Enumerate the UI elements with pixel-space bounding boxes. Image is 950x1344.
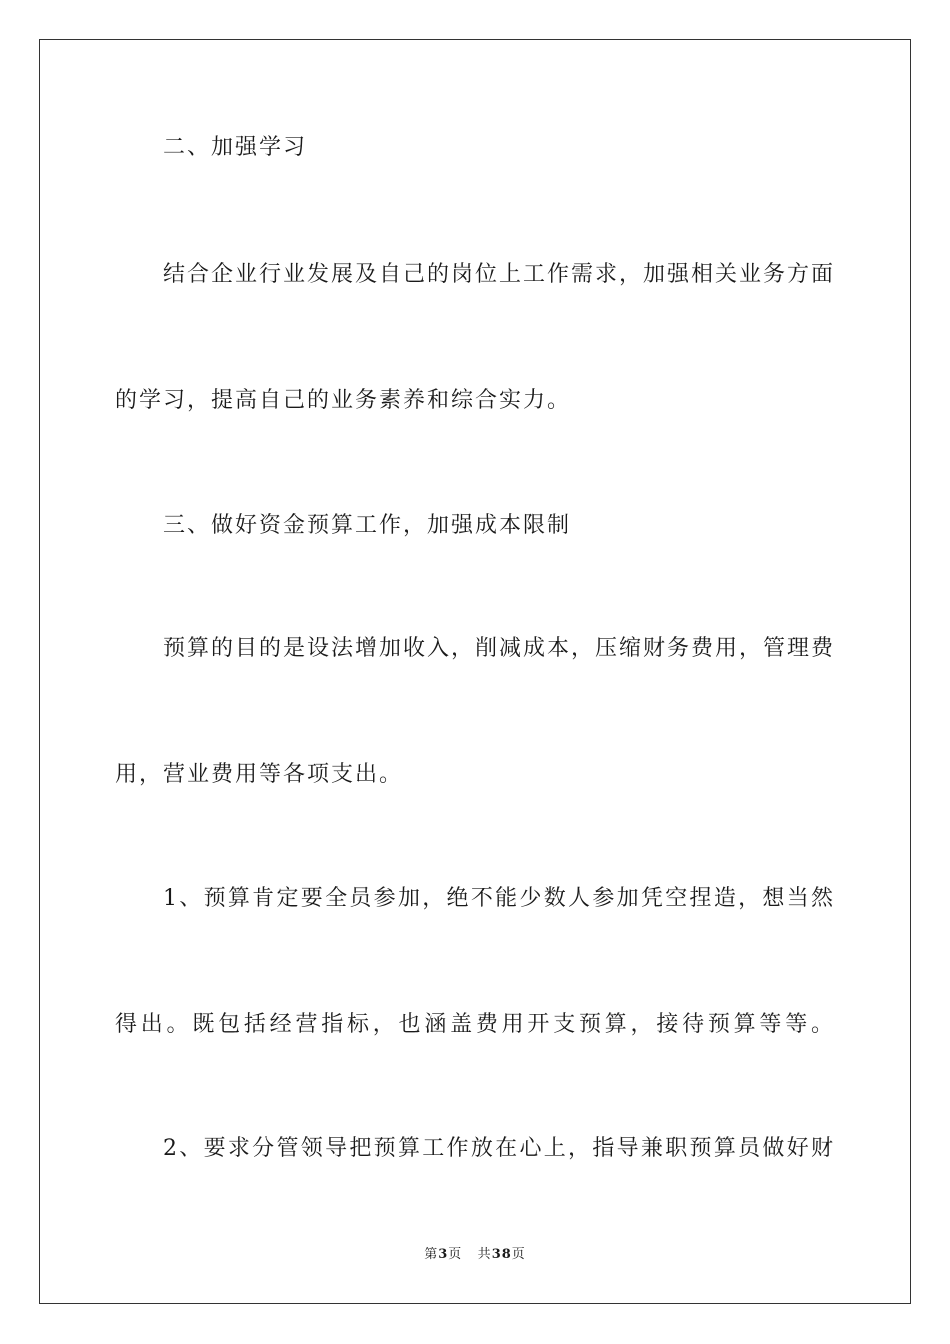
paragraph-line: 得出。既包括经营指标，也涵盖费用开支预算，接待预算等等。	[115, 1012, 835, 1037]
page-suffix: 页	[448, 1247, 463, 1262]
list-item-1-line: 1、预算肯定要全员参加，绝不能少数人参加凭空捏造，想当然	[163, 886, 835, 911]
total-pages: 38	[491, 1247, 512, 1262]
paragraph-line: 结合企业行业发展及自己的岗位上工作需求，加强相关业务方面	[163, 262, 836, 287]
section-heading-2: 二、加强学习	[163, 135, 308, 160]
page-footer	[0, 1246, 950, 1264]
total-suffix: 页	[511, 1247, 526, 1262]
paragraph-line: 预算的目的是设法增加收入，削减成本，压缩财务费用，管理费	[163, 636, 836, 661]
page-prefix: 第	[424, 1247, 439, 1262]
paragraph-line: 的学习，提高自己的业务素养和综合实力。	[115, 388, 572, 413]
section-heading-3: 三、做好资金预算工作，加强成本限制	[163, 513, 572, 538]
page-border	[39, 39, 911, 1304]
paragraph-line: 用，营业费用等各项支出。	[115, 762, 404, 787]
total-prefix: 共	[477, 1247, 492, 1262]
list-item-2-line: 2、要求分管领导把预算工作放在心上，指导兼职预算员做好财	[163, 1136, 835, 1161]
page-number: 3	[438, 1247, 449, 1262]
